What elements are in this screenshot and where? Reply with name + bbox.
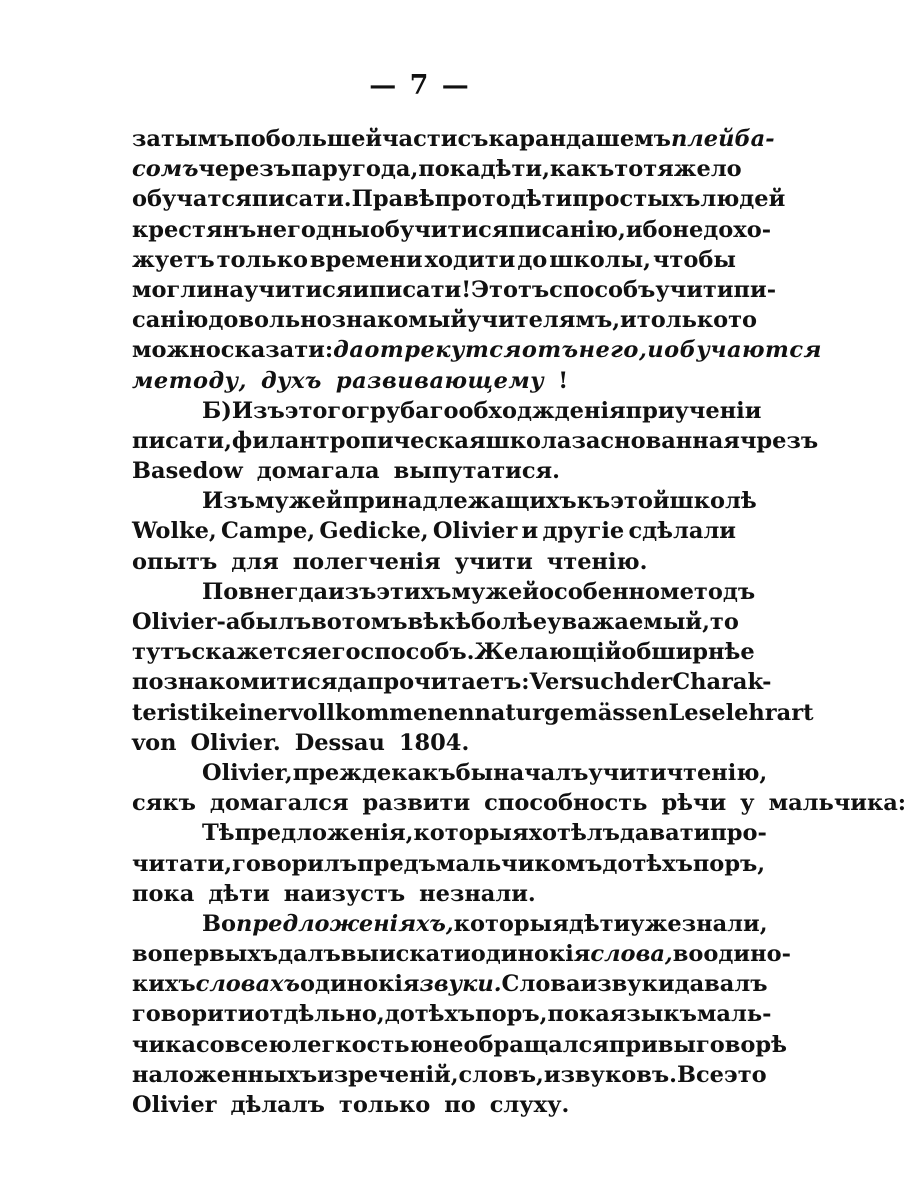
word: тѣхъ (414, 1001, 476, 1028)
text-line (132, 969, 768, 999)
word: сдѣлали (628, 518, 736, 545)
word: дѣлалъ (230, 1092, 325, 1118)
word: его (317, 639, 361, 666)
word: ибо (625, 216, 673, 243)
word: черезъ (198, 156, 291, 183)
word: Olivier (432, 518, 518, 545)
word: школа (485, 427, 572, 454)
text-line (132, 728, 736, 758)
word: дѣти (510, 186, 573, 213)
word: другіе (542, 518, 625, 545)
word: Тѣ (202, 820, 235, 847)
text-line (132, 245, 736, 275)
word: только (338, 1092, 431, 1118)
word: обучаются (664, 337, 822, 364)
word: Versuch (529, 669, 631, 696)
word: одинокія (299, 971, 420, 998)
word: einer (224, 699, 290, 726)
word: довольно (208, 307, 332, 334)
word: санію (132, 307, 209, 334)
word: него, (578, 337, 648, 364)
word: болѣе (471, 609, 548, 635)
word: наложенныхъ (132, 1061, 318, 1088)
text-line (132, 366, 736, 396)
text-line (132, 335, 822, 365)
text-line (132, 849, 766, 879)
word: познакомитися (132, 669, 338, 696)
word: дѣти, (480, 156, 550, 183)
word: Charak- (672, 669, 772, 696)
word: уже (630, 910, 682, 937)
word: по (444, 1092, 476, 1118)
word: учителямъ, (467, 307, 621, 334)
word: грубаго (356, 397, 459, 424)
word: опытъ (132, 548, 218, 575)
word: времени (309, 246, 423, 273)
word: бы (455, 759, 494, 786)
word: за (132, 126, 161, 152)
word: это (724, 1061, 767, 1088)
word: только (216, 246, 308, 273)
word: маль- (696, 1001, 772, 1028)
word: только (636, 307, 729, 334)
word: Olivier, (202, 759, 293, 786)
word: Изъ (202, 488, 255, 515)
word: методъ (660, 578, 756, 605)
word: пару (290, 156, 353, 183)
word: не (432, 1031, 464, 1058)
word: которыя (413, 820, 529, 847)
text-line (132, 426, 819, 456)
word: принадлежащихъ (342, 488, 577, 515)
word: изреченій, (317, 1061, 459, 1088)
word: филантропическая (231, 427, 486, 454)
word: обходжденія (458, 397, 626, 424)
word: томъ (341, 609, 408, 635)
word: знакомый (331, 307, 468, 334)
word: какъ (391, 759, 456, 786)
text-line (132, 124, 775, 154)
word: людей (700, 186, 786, 213)
text-line (132, 486, 757, 516)
word: способъ. (360, 639, 475, 666)
word: то (709, 609, 739, 635)
word: тутъ (132, 639, 192, 666)
word: чрезъ (739, 427, 819, 454)
text-line (132, 577, 756, 607)
word: тяжело (643, 156, 742, 183)
word: мальчика: (768, 790, 906, 817)
word: обучатся (132, 186, 252, 213)
word: Все (676, 1061, 724, 1088)
word: пи- (733, 276, 777, 303)
word: способность (484, 790, 648, 817)
word: этого (284, 397, 357, 424)
word: чика (132, 1031, 196, 1058)
word: то (614, 156, 644, 183)
word: обучитися (369, 216, 509, 243)
word: учити (454, 548, 533, 575)
word: ученіи (674, 397, 762, 424)
word: чтобы (652, 246, 736, 273)
text-line (132, 456, 736, 486)
word: про- (710, 820, 767, 847)
word: и (580, 971, 598, 998)
text-line (132, 788, 906, 818)
word: звуки (597, 971, 675, 998)
word: слова, (590, 941, 673, 968)
word: съ (457, 126, 489, 152)
word: Campe, (220, 518, 316, 545)
page-number: — 7 — (369, 70, 471, 101)
word: можно (132, 337, 221, 364)
word: пока (132, 880, 195, 907)
word: во (311, 609, 342, 635)
word: всею (224, 1031, 292, 1058)
word: пока (418, 156, 481, 183)
word: Слова (501, 971, 581, 998)
word: прежде (292, 759, 392, 786)
word: легкостью (291, 1031, 433, 1058)
text-line (132, 909, 768, 939)
word: какъ (549, 156, 615, 183)
word: то (728, 307, 758, 334)
word: чтенію, (666, 759, 768, 786)
word: сякъ (132, 790, 196, 817)
word: мальчикомъ (435, 850, 603, 877)
word: говорилъ (232, 850, 358, 877)
word: этой (610, 488, 670, 515)
word: Во (202, 910, 237, 937)
word: словъ, (458, 1061, 544, 1088)
word: чтенію. (546, 548, 648, 575)
word: отрекутся (364, 337, 522, 364)
word: домагала (256, 458, 380, 485)
text-line (132, 1060, 767, 1090)
word: : (324, 337, 334, 364)
word: методу, (132, 367, 247, 394)
word: Basedow (132, 458, 243, 485)
word: особенно (539, 578, 661, 605)
word: сомъ (132, 156, 199, 183)
word: развити (362, 790, 471, 817)
word: Этотъ (471, 276, 550, 303)
word: предложеніяхъ, (236, 910, 454, 937)
word: выпутатися. (393, 458, 560, 485)
word: писати, (132, 427, 232, 454)
word: и (352, 276, 370, 303)
word: первыхъ (162, 941, 279, 968)
word: научитися (212, 276, 353, 303)
word: развивающему (335, 367, 545, 394)
word: отъ (521, 337, 579, 364)
word: школы, (549, 246, 651, 273)
word: одинокія (470, 941, 591, 968)
word: до (602, 850, 633, 877)
word: домагался (209, 790, 349, 817)
word: недохо- (672, 216, 772, 243)
word: полегченія (292, 548, 441, 575)
word: тымъ (160, 126, 235, 152)
word: ! (558, 367, 569, 394)
word: der (630, 669, 673, 696)
word: Gedicke, (319, 518, 429, 545)
word: Желающій (474, 639, 622, 666)
word: и (620, 307, 637, 334)
word: началъ (493, 759, 589, 786)
text-line (132, 698, 814, 728)
word: Olivier. (190, 729, 281, 756)
word: незнали. (419, 880, 536, 907)
word: поръ, (475, 1001, 548, 1028)
word: 1804. (398, 729, 470, 756)
word: прочитаетъ: (366, 669, 530, 696)
word: обширнѣе (621, 639, 755, 666)
word: слуху. (489, 1092, 570, 1118)
word: уважаемый, (547, 609, 710, 635)
text-line (132, 1090, 736, 1120)
word: учити (655, 276, 734, 303)
word: Dessau (294, 729, 385, 756)
text-line (132, 939, 791, 969)
word: звуковъ. (560, 1061, 677, 1088)
word: vollkommenen (289, 699, 475, 726)
word: читати, (132, 850, 233, 877)
text-line (132, 516, 736, 546)
word: кихъ (132, 971, 196, 998)
word: плейба- (670, 126, 775, 152)
word: von (132, 729, 177, 756)
word: писанію, (508, 216, 626, 243)
text-line (132, 879, 736, 909)
word: и (647, 337, 665, 364)
word: писати. (251, 186, 352, 213)
word: говорити (132, 1001, 255, 1028)
text-line (132, 607, 739, 637)
word: этихъ (376, 578, 452, 605)
word: Wolke, (132, 518, 217, 545)
word: предъ (357, 850, 436, 877)
word: наизустъ (283, 880, 406, 907)
word: и (521, 518, 539, 545)
word: teristik (132, 699, 225, 726)
word: хотѣлъ (528, 820, 620, 847)
word: большей (265, 126, 383, 152)
word: Olivier-а (132, 609, 241, 635)
word: naturgemässen (474, 699, 669, 726)
word: да (337, 669, 367, 696)
word: мужей (254, 488, 343, 515)
word: не (256, 216, 288, 243)
word: простыхъ (572, 186, 701, 213)
text-line (132, 275, 777, 305)
word: во (672, 941, 704, 968)
word: во (132, 941, 163, 968)
word: при (625, 397, 675, 424)
word: Б) (202, 397, 232, 424)
word: обращался (463, 1031, 609, 1058)
word: сказати (220, 337, 325, 364)
word: пока (547, 1001, 610, 1028)
word: способъ (549, 276, 656, 303)
text-line (132, 637, 755, 667)
word: школѣ (669, 488, 757, 515)
word: и (543, 1061, 561, 1088)
word: Правѣ (351, 186, 435, 213)
word: давати (619, 820, 711, 847)
word: Olivier (132, 1092, 217, 1118)
word: крестянъ (132, 216, 257, 243)
word: для (231, 548, 279, 575)
word: былъ (240, 609, 312, 635)
word: ходити (424, 246, 516, 273)
word: выискати (340, 941, 471, 968)
word: у (740, 790, 755, 817)
text-line (132, 547, 736, 577)
word: тѣхъ (632, 850, 693, 877)
word: Повнегда (202, 578, 329, 605)
word: Leselehrart (668, 699, 814, 726)
word: предложенія, (234, 820, 414, 847)
word: рѣчи (661, 790, 727, 817)
word: давалъ (674, 971, 768, 998)
word: да (333, 337, 365, 364)
text-line (132, 215, 772, 245)
word: годны (287, 216, 370, 243)
word: писати! (369, 276, 472, 303)
word: дѣти (568, 910, 631, 937)
word: Изъ (231, 397, 285, 424)
word: одино- (703, 941, 791, 968)
word: могли (132, 276, 213, 303)
text-line (132, 999, 772, 1029)
word: жуетъ (132, 246, 215, 273)
text-line (132, 154, 742, 184)
word: которыя (453, 910, 569, 937)
text-line (132, 818, 767, 848)
word: скажется (191, 639, 318, 666)
text-line (132, 305, 758, 335)
text-line (132, 758, 768, 788)
word: до (517, 246, 548, 273)
word: при (608, 1031, 658, 1058)
word: знали, (681, 910, 768, 937)
word: выговорѣ (657, 1031, 787, 1058)
word: карандашемъ (488, 126, 671, 152)
word: духъ (260, 367, 322, 394)
text-line (132, 396, 762, 426)
word: заснованная (571, 427, 740, 454)
word: вѣкѣ (407, 609, 472, 635)
word: къ (576, 488, 611, 515)
word: отдѣльно, (254, 1001, 385, 1028)
word: до (384, 1001, 415, 1028)
word: прото (434, 186, 511, 213)
word: учити (588, 759, 667, 786)
text-line (132, 1030, 787, 1060)
word: дѣти (208, 880, 270, 907)
word: мужей (451, 578, 540, 605)
word: по (234, 126, 266, 152)
word: изъ (328, 578, 377, 605)
body-text (132, 124, 906, 1120)
word: поръ, (692, 850, 766, 877)
word: звуки. (419, 971, 502, 998)
word: языкъ (609, 1001, 697, 1028)
word: года, (352, 156, 419, 183)
word: далъ (278, 941, 341, 968)
text-line (132, 667, 772, 697)
word: со (195, 1031, 225, 1058)
word: части (382, 126, 458, 152)
text-line (132, 184, 786, 214)
word: словахъ (195, 971, 300, 998)
